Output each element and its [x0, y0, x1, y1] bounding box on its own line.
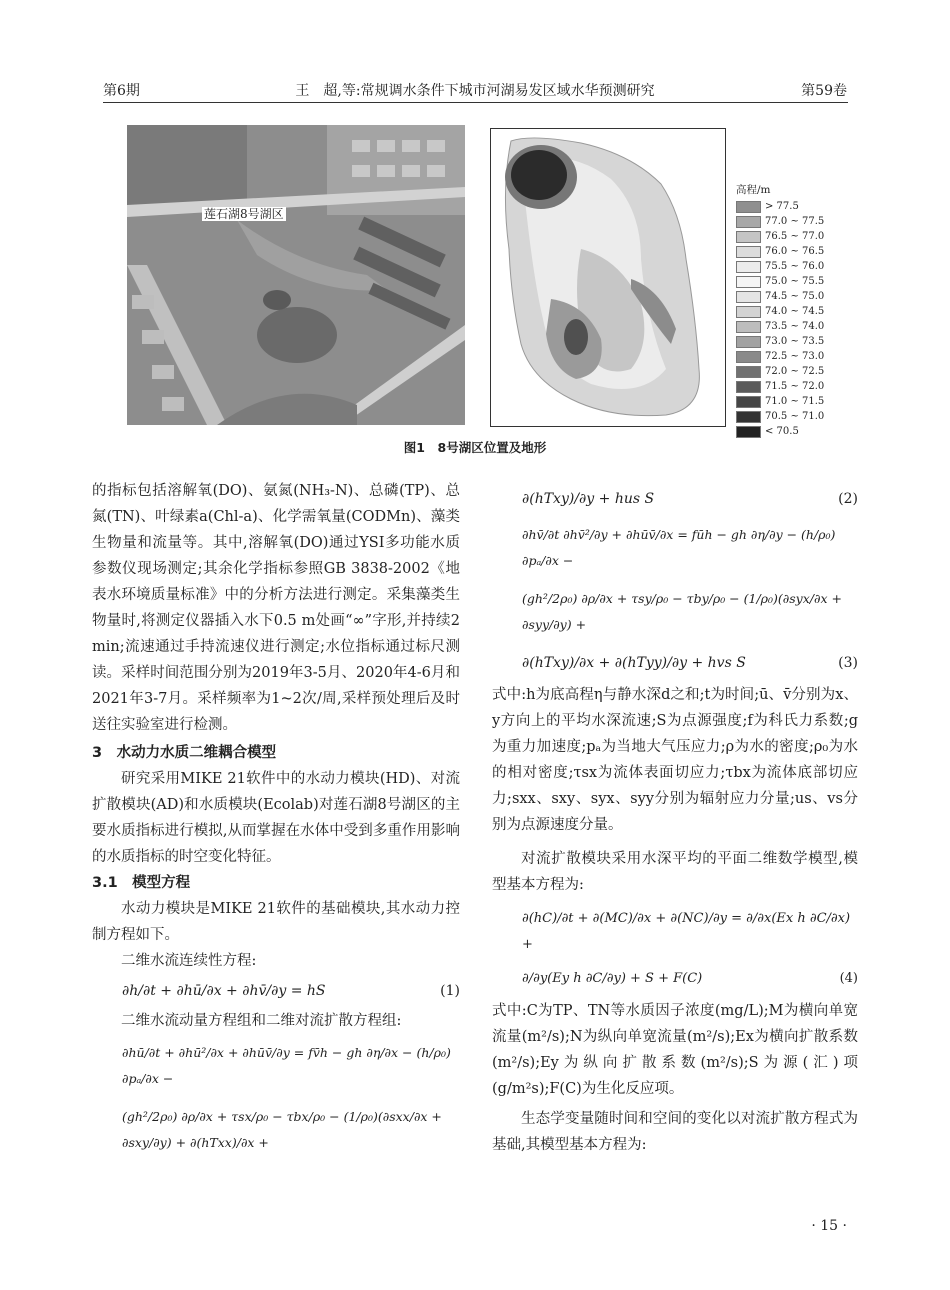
legend-items	[736, 199, 824, 439]
legend-entry	[736, 319, 824, 334]
legend-swatch	[736, 306, 761, 318]
figure-caption: 图1 8号湖区位置及地形	[403, 440, 547, 455]
paragraph: 二维水流动量方程组和二维对流扩散方程组:	[121, 1013, 402, 1029]
legend-swatch	[736, 366, 761, 378]
legend-swatch	[736, 201, 761, 213]
legend-swatch	[736, 336, 761, 348]
legend-label: 72.5 ~ 73.0	[765, 351, 825, 362]
legend-label: 72.0 ~ 72.5	[765, 366, 825, 377]
legend-entry	[736, 259, 824, 274]
page-number: · 15 ·	[811, 1218, 847, 1234]
paragraph: 式中:h为底高程η与静水深d之和;t为时间;ū、v̄分别为x、y方向上的平均水深流速;S为点源强度;f为科氏力系数;g为重力加速度;pₐ为当地大气压应力;ρ为水的密度;ρ₀为水的相对密度;τsx为流体表面切应力;τbx为流体底部切应力;sxx、sxy、syx、syy分别为辐射应力分量;us、vs分别为点源速度分量。	[492, 687, 858, 833]
legend-entry	[736, 409, 824, 424]
legend-label: 74.5 ~ 75.0	[765, 291, 825, 302]
equation-body: ∂h/∂t + ∂hū/∂x + ∂hv̄/∂y = hS	[122, 983, 326, 999]
legend-swatch	[736, 276, 761, 288]
legend-label: 76.0 ~ 76.5	[765, 246, 825, 257]
legend-entry	[736, 334, 824, 349]
legend-entry	[736, 289, 824, 304]
header-rule	[103, 102, 848, 103]
paragraph: 水动力模块是MIKE 21软件的基础模块,其水动力控制方程如下。	[92, 901, 460, 943]
legend-label: 77.0 ~ 77.5	[765, 216, 825, 227]
legend-label: > 77.5	[765, 201, 799, 212]
equation-body: ∂(hTxy)/∂y + hus S	[522, 491, 655, 507]
legend-entry	[736, 364, 824, 379]
legend-swatch	[736, 261, 761, 273]
legend-label: 75.5 ~ 76.0	[765, 261, 825, 272]
legend-label: 75.0 ~ 75.5	[765, 276, 825, 287]
legend-entry	[736, 379, 824, 394]
legend-label: 71.0 ~ 71.5	[765, 396, 825, 407]
legend-entry	[736, 244, 824, 259]
equation-3-part-1: ∂hv̄/∂t ∂hv̄²/∂y + ∂hūv̄/∂x = fūh − gh ∂η/∂y − (h/ρ₀) ∂pₐ/∂x −	[522, 527, 836, 568]
equation-body: ∂/∂y(Ey h ∂C/∂y) + S + F(C)	[522, 971, 703, 986]
legend-swatch	[736, 216, 761, 228]
running-title: 王 超,等:常规调水条件下城市河湖易发区域水华预测研究	[295, 83, 655, 99]
paragraph: 对流扩散模块采用水深平均的平面二维数学模型,模型基本方程为:	[492, 851, 858, 893]
volume-label: 第59卷	[801, 83, 847, 99]
legend-swatch	[736, 246, 761, 258]
left-column	[92, 478, 460, 1156]
subsection-heading: 3.1 模型方程	[92, 875, 191, 891]
equation-3-part-3	[522, 650, 858, 676]
legend-swatch	[736, 396, 761, 408]
right-column	[492, 478, 858, 1158]
equation-3-part-2: (gh²/2ρ₀) ∂ρ/∂x + τsy/ρ₀ − τby/ρ₀ − (1/ρ₀)(∂syx/∂x + ∂syy/∂y) +	[522, 591, 842, 632]
equation-number: (2)	[838, 491, 858, 507]
equation-2-part-3	[522, 486, 858, 512]
equation-2-part-1: ∂hū/∂t + ∂hū²/∂x + ∂hūv̄/∂y = fv̄h − gh ∂η/∂x − (h/ρ₀) ∂pₐ/∂x −	[122, 1045, 451, 1086]
equation-4-part-1: ∂(hC)/∂t + ∂(MC)/∂x + ∂(NC)/∂y = ∂/∂x(Ex h ∂C/∂x) +	[522, 911, 851, 952]
legend-entry	[736, 349, 824, 364]
equation-1	[122, 978, 460, 1004]
equation-number: (4)	[839, 971, 858, 986]
legend-entry	[736, 274, 824, 289]
paragraph: 的指标包括溶解氧(DO)、氨氮(NH₃-N)、总磷(TP)、总氮(TN)、叶绿素a(Chl-a)、化学需氧量(CODMn)、藻类生物量和流量等。其中,溶解氧(DO)通过YSI多功能水质参数仪现场测定;其余化学指标参照GB 3838-2002《地表水环境质量标准》中的分析方法进行测定。采集藻类生物量时,将测定仪器插入水下0.5 m处画“∞”字形,并持续2 min;流速通过手持流速仪进行测定;水位指标通过标尺测读。采样时间范围分别为2019年3-5月、2020年4-6月和2021年3-7月。采样频率为1~2次/周,采样预处理后及时送往实验室进行检测。	[92, 483, 460, 733]
aerial-photo	[127, 125, 465, 425]
legend-entry	[736, 229, 824, 244]
equation-number: (3)	[838, 655, 858, 671]
legend-label: 73.5 ~ 74.0	[765, 321, 825, 332]
paragraph: 式中:C为TP、TN等水质因子浓度(mg/L);M为横向单宽流量(m²/s);N为纵向单宽流量(m²/s);Ex为横向扩散系数(m²/s);Ey为纵向扩散系数(m²/s);S为源(汇)项(g/m²s);F(C)为生化反应项。	[492, 1003, 858, 1097]
legend-entry	[736, 424, 824, 439]
issue-label: 第6期	[103, 83, 140, 99]
paragraph: 生态学变量随时间和空间的变化以对流扩散方程式为基础,其模型基本方程为:	[492, 1111, 858, 1153]
legend-swatch	[736, 231, 761, 243]
bathymetry-map	[490, 128, 726, 427]
aerial-photo-graphic	[127, 125, 465, 425]
equation-4-part-2	[522, 966, 858, 992]
legend-entry	[736, 394, 824, 409]
bathymetry-graphic	[491, 129, 725, 426]
legend-label: 71.5 ~ 72.0	[765, 381, 825, 392]
paragraph: 研究采用MIKE 21软件中的水动力模块(HD)、对流扩散模块(AD)和水质模块(Ecolab)对莲石湖8号湖区的主要水质指标进行模拟,从而掌握在水体中受到多重作用影响的水质指标的时空变化特征。	[92, 771, 460, 865]
equation-body: ∂(hTxy)/∂x + ∂(hTyy)/∂y + hvs S	[522, 655, 746, 671]
paragraph: 二维水流连续性方程:	[121, 953, 257, 969]
legend-entry	[736, 199, 824, 214]
legend-title: 高程/m	[736, 184, 771, 196]
legend-swatch	[736, 381, 761, 393]
legend-entry	[736, 304, 824, 319]
legend-swatch	[736, 351, 761, 363]
legend-swatch	[736, 291, 761, 303]
equation-number: (1)	[440, 983, 460, 999]
legend-swatch	[736, 411, 761, 423]
equation-2-part-2: (gh²/2ρ₀) ∂ρ/∂x + τsx/ρ₀ − τbx/ρ₀ − (1/ρ₀)(∂sxx/∂x + ∂sxy/∂y) + ∂(hTxx)/∂x +	[122, 1109, 442, 1150]
legend-label: 73.0 ~ 73.5	[765, 336, 825, 347]
map-label: 莲石湖8号湖区	[204, 207, 284, 221]
legend-swatch	[736, 321, 761, 333]
elevation-legend	[736, 183, 824, 439]
legend-label: 74.0 ~ 74.5	[765, 306, 825, 317]
legend-label: 76.5 ~ 77.0	[765, 231, 825, 242]
legend-swatch	[736, 426, 761, 438]
legend-entry	[736, 214, 824, 229]
legend-label: < 70.5	[765, 426, 799, 437]
legend-label: 70.5 ~ 71.0	[765, 411, 825, 422]
section-heading: 3 水动力水质二维耦合模型	[92, 745, 277, 761]
